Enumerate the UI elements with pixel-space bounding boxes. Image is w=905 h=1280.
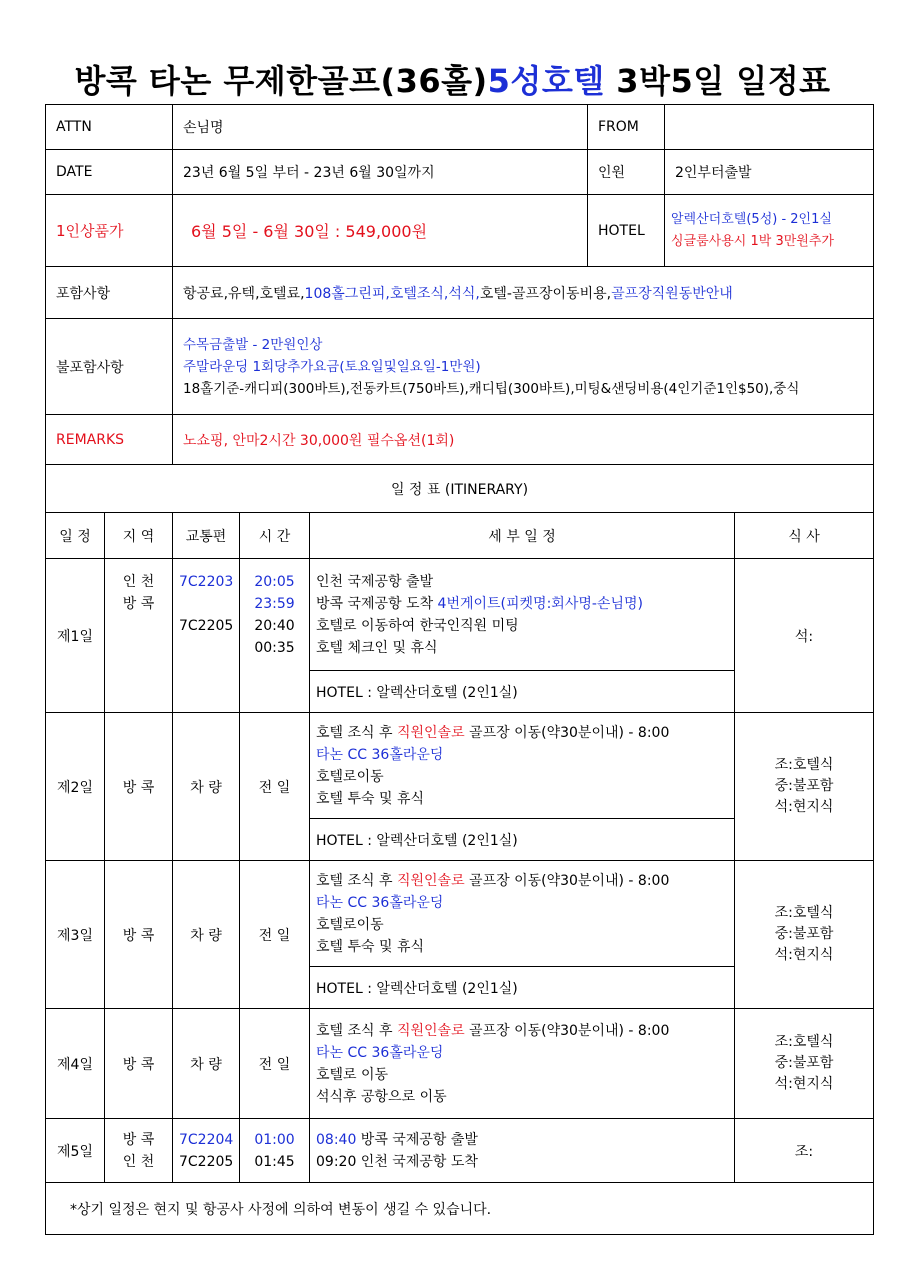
day1-region-2: 방 콕 [122, 596, 155, 612]
day5-flight-1: 7C2204 [179, 1131, 234, 1148]
day5-detail-2: 09:20 인천 국제공항 도착 [316, 1153, 478, 1170]
from-label: FROM [588, 105, 665, 150]
itinerary-header-row [46, 513, 874, 559]
day5-row [46, 1119, 874, 1183]
day2-transport: 차 량 [173, 713, 240, 861]
day3-detail-3: 호텔로이동 [316, 916, 384, 933]
include-a: 항공료,유텍,호텔료, [183, 285, 305, 302]
day2-detail-1a: 호텔 조식 후 [316, 724, 397, 741]
day2-detail [310, 713, 735, 819]
day3-row [46, 861, 874, 967]
day3-meal-2: 중:불포함 [774, 926, 834, 942]
day4-detail-1b: 직원인솔로 [396, 1022, 465, 1039]
day4-detail-1 [316, 1020, 728, 1042]
day3-detail-1b: 직원인솔로 [396, 872, 465, 889]
day1-transport [173, 559, 240, 713]
day2-detail-1c: 골프장 이동(약30분이내) - 8:00 [464, 724, 670, 741]
exclude-label: 불포함사항 [46, 319, 173, 415]
day2-time: 전 일 [240, 713, 310, 861]
header-time: 시 간 [240, 513, 310, 559]
title-highlight: 5성호텔 [487, 62, 605, 100]
day5-flight-2: 7C2205 [179, 1153, 234, 1170]
include-c: 호텔-골프장이동비용, [479, 285, 612, 302]
day3-day: 제3일 [46, 861, 105, 1009]
day2-meal-2: 중:불포함 [774, 778, 834, 794]
day1-meal: 석: [735, 559, 874, 713]
day4-meal [735, 1009, 874, 1119]
day1-detail-2b: 4번게이트(피켓명:회사명-손님명) [437, 595, 643, 612]
day4-detail-4: 석식후 공항으로 이동 [316, 1088, 447, 1105]
day3-detail-1 [316, 870, 728, 892]
day4-transport: 차 량 [173, 1009, 240, 1119]
day1-detail [310, 559, 735, 671]
info-row-date [46, 150, 874, 195]
day5-region-1: 방 콕 [122, 1131, 155, 1148]
day2-row [46, 713, 874, 819]
day3-meal-1: 조:호텔식 [774, 905, 834, 921]
day1-hotel: HOTEL : 알렉산더호텔 (2인1실) [310, 671, 735, 713]
day1-row [46, 559, 874, 671]
day5-time-2: 01:45 [254, 1153, 295, 1170]
day1-time-3: 20:40 [254, 618, 295, 634]
info-row-include [46, 267, 874, 319]
day4-meal-3: 석:현지식 [774, 1076, 834, 1092]
day2-meal [735, 713, 874, 861]
itinerary-heading: 일 정 표 (ITINERARY) [46, 465, 874, 513]
hotel-value [665, 195, 874, 267]
hotel-value-2: 싱글룸사용시 1박 3만원추가 [671, 233, 834, 249]
day3-detail-2: 타논 CC 36홀라운딩 [316, 894, 444, 911]
day5-time-1: 01:00 [254, 1131, 295, 1148]
day2-detail-1b: 직원인솔로 [396, 724, 465, 741]
exclude-3: 18홀기준-캐디피(300바트),전동카트(750바트),캐디팁(300바트),미팅&샌딩비용(4인기준1인$50),중식 [183, 380, 800, 397]
attn-value: 손님명 [173, 105, 588, 150]
day3-transport: 차 량 [173, 861, 240, 1009]
day1-time-1: 20:05 [254, 574, 295, 590]
day3-detail [310, 861, 735, 967]
header-transport: 교통편 [173, 513, 240, 559]
header-detail: 세 부 일 정 [310, 513, 735, 559]
day4-detail-1c: 골프장 이동(약30분이내) - 8:00 [464, 1022, 670, 1039]
date-label: DATE [46, 150, 173, 195]
day2-meal-1: 조:호텔식 [774, 757, 834, 773]
day3-time: 전 일 [240, 861, 310, 1009]
price-label: 1인상품가 [46, 195, 173, 267]
day1-detail-4: 호텔 체크인 및 휴식 [316, 639, 438, 656]
day2-meal-3: 석:현지식 [774, 799, 834, 815]
remarks-label: REMARKS [46, 415, 173, 465]
from-value [665, 105, 874, 150]
day5-detail-1 [316, 1129, 728, 1151]
day1-time-4: 00:35 [254, 640, 295, 656]
day3-detail-1c: 골프장 이동(약30분이내) - 8:00 [464, 872, 670, 889]
exclude-1: 수목금출발 - 2만원인상 [183, 336, 323, 353]
hotel-label: HOTEL [588, 195, 665, 267]
day4-day: 제4일 [46, 1009, 105, 1119]
day5-transport [173, 1119, 240, 1183]
day3-meal [735, 861, 874, 1009]
day2-detail-1 [316, 722, 728, 744]
info-table [45, 104, 874, 513]
day5-region-2: 인 천 [122, 1153, 155, 1170]
day4-meal-2: 중:불포함 [774, 1055, 834, 1071]
day4-region: 방 콕 [105, 1009, 173, 1119]
exclude-2: 주말라운딩 1회당추가요금(토요일및일요일-1만원) [183, 358, 481, 375]
day4-time: 전 일 [240, 1009, 310, 1119]
include-d: 골프장직원동반안내 [611, 285, 733, 302]
header-day: 일 정 [46, 513, 105, 559]
day2-detail-2: 타논 CC 36홀라운딩 [316, 746, 444, 763]
header-region: 지 역 [105, 513, 173, 559]
itinerary-table [45, 512, 874, 1235]
day1-day: 제1일 [46, 559, 105, 713]
day5-region [105, 1119, 173, 1183]
day5-meal: 조: [735, 1119, 874, 1183]
remarks-value: 노쇼핑, 안마2시간 30,000원 필수옵션(1회) [173, 415, 874, 465]
day4-detail-3: 호텔로 이동 [316, 1066, 389, 1083]
exclude-value [173, 319, 874, 415]
day5-day: 제5일 [46, 1119, 105, 1183]
include-value [173, 267, 874, 319]
day1-detail-1: 인천 국제공항 출발 [316, 573, 434, 590]
day1-time-2: 23:59 [254, 596, 295, 612]
date-value: 23년 6월 5일 부터 - 23년 6월 30일까지 [173, 150, 588, 195]
day5-time [240, 1119, 310, 1183]
day4-meal-1: 조:호텔식 [774, 1034, 834, 1050]
day1-detail-3: 호텔로 이동하여 한국인직원 미팅 [316, 617, 519, 634]
page-title [0, 56, 905, 102]
day4-row [46, 1009, 874, 1119]
info-row-attn [46, 105, 874, 150]
day4-detail-2: 타논 CC 36홀라운딩 [316, 1044, 444, 1061]
people-label: 인원 [588, 150, 665, 195]
day1-time [240, 559, 310, 713]
day5-detail-1b: 방콕 국제공항 출발 [356, 1131, 478, 1148]
info-row-exclude [46, 319, 874, 415]
day3-detail-1a: 호텔 조식 후 [316, 872, 397, 889]
day2-detail-3: 호텔로이동 [316, 768, 384, 785]
day2-detail-4: 호텔 투숙 및 휴식 [316, 790, 425, 807]
include-b: 108홀그린피,호텔조식,석식, [304, 285, 480, 302]
day5-detail-1a: 08:40 [316, 1131, 357, 1148]
day1-detail-2a: 방콕 국제공항 도착 [316, 595, 438, 612]
day3-meal-3: 석:현지식 [774, 947, 834, 963]
day3-region: 방 콕 [105, 861, 173, 1009]
info-row-price [46, 195, 874, 267]
day2-day: 제2일 [46, 713, 105, 861]
title-prefix: 방콕 타논 무제한골프(36홀) [74, 62, 488, 100]
itinerary-heading-row [46, 465, 874, 513]
day1-region-1: 인 천 [122, 574, 155, 590]
footer-note: *상기 일정은 현지 및 항공사 사정에 의하여 변동이 생길 수 있습니다. [46, 1183, 874, 1235]
price-value: 6월 5일 - 6월 30일 : 549,000원 [173, 195, 588, 267]
day2-region: 방 콕 [105, 713, 173, 861]
footer-row [46, 1183, 874, 1235]
day1-flight-1: 7C2203 [179, 574, 234, 590]
people-value: 2인부터출발 [665, 150, 874, 195]
day2-hotel: HOTEL : 알렉산더호텔 (2인1실) [310, 819, 735, 861]
day1-flight-2: 7C2205 [179, 618, 234, 634]
day1-detail-2 [316, 593, 728, 615]
title-suffix: 3박5일 일정표 [604, 62, 831, 100]
day5-detail [310, 1119, 735, 1183]
day4-detail [310, 1009, 735, 1119]
hotel-value-1: 알렉산더호텔(5성) - 2인1실 [671, 211, 832, 227]
day3-hotel: HOTEL : 알렉산더호텔 (2인1실) [310, 967, 735, 1009]
info-row-remarks [46, 415, 874, 465]
header-meal: 식 사 [735, 513, 874, 559]
day4-detail-1a: 호텔 조식 후 [316, 1022, 397, 1039]
include-label: 포함사항 [46, 267, 173, 319]
day1-region [105, 559, 173, 713]
attn-label: ATTN [46, 105, 173, 150]
day3-detail-4: 호텔 투숙 및 휴식 [316, 938, 425, 955]
